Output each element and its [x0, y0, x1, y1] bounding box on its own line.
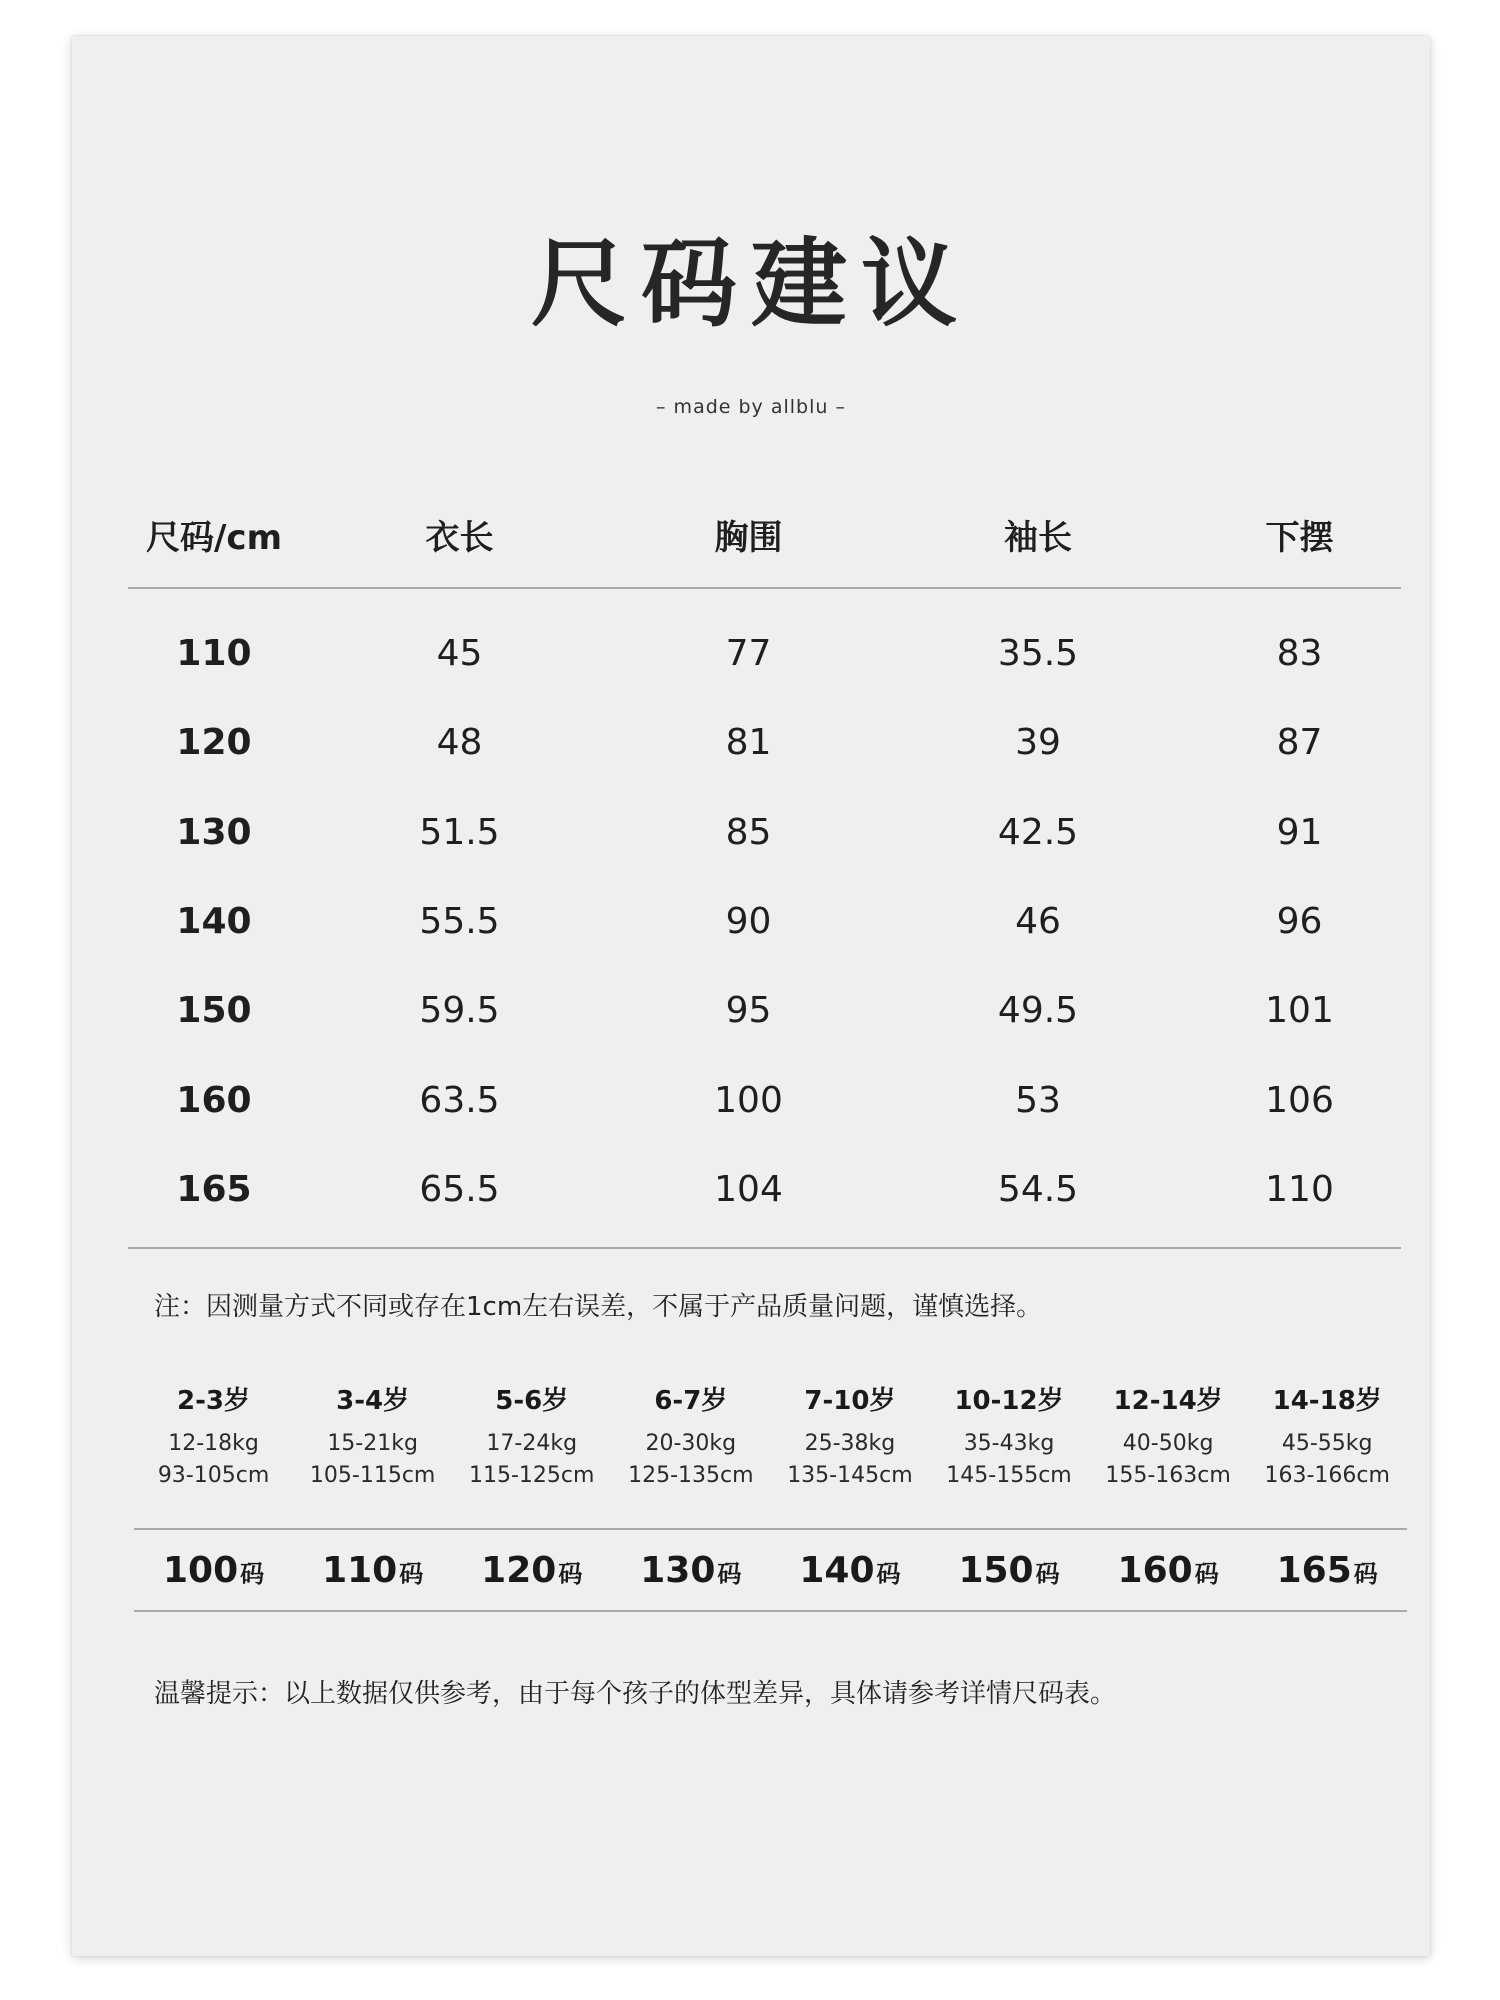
age-column [1089, 1388, 1248, 1528]
table-row [128, 966, 1401, 1055]
recommended-size [1089, 1550, 1248, 1591]
table-divider [134, 1610, 1407, 1612]
size-unit: 码 [399, 1559, 424, 1588]
table-divider [128, 1247, 1401, 1249]
weight-range: 40-50kg [1122, 1431, 1214, 1456]
weight-range: 20-30kg [645, 1431, 737, 1456]
height-range: 115-125cm [469, 1463, 595, 1488]
measure-cell: 49.5 [997, 990, 1079, 1032]
recommended-size [770, 1550, 929, 1591]
size-table-body [128, 589, 1401, 1247]
size-unit: 码 [1353, 1559, 1378, 1588]
size-cell: 150 [176, 990, 252, 1032]
table-row [128, 877, 1401, 966]
size-cell: 110 [176, 633, 252, 675]
measure-cell: 83 [1276, 633, 1323, 675]
age-column [1248, 1388, 1407, 1528]
age-label: 12-14岁 [1113, 1386, 1223, 1416]
table-row [128, 788, 1401, 877]
recommended-size [929, 1550, 1088, 1591]
height-range: 145-155cm [946, 1463, 1072, 1488]
height-range: 135-145cm [787, 1463, 913, 1488]
size-chart-card [72, 36, 1430, 1956]
size-cell: 160 [176, 1079, 252, 1121]
measure-cell: 104 [714, 1168, 783, 1210]
height-range: 105-115cm [309, 1463, 436, 1488]
size-number: 110 [322, 1549, 398, 1591]
header-size: 尺码/cm [146, 517, 282, 558]
age-label: 10-12岁 [954, 1386, 1064, 1416]
size-number: 140 [799, 1549, 875, 1591]
size-number: 160 [1117, 1549, 1193, 1591]
measure-cell: 91 [1276, 811, 1323, 853]
measure-cell: 55.5 [419, 901, 500, 943]
height-range: 163-166cm [1264, 1463, 1390, 1488]
age-size-table [134, 1388, 1407, 1612]
measure-cell: 59.5 [419, 990, 500, 1032]
measure-cell: 100 [714, 1079, 783, 1121]
header-length: 衣长 [425, 517, 494, 558]
size-cell: 165 [176, 1168, 252, 1210]
measure-cell: 46 [1015, 901, 1061, 943]
header-sleeve: 袖长 [1004, 517, 1072, 558]
size-cell: 120 [176, 722, 252, 764]
age-label: 2-3岁 [177, 1386, 251, 1416]
height-range: 155-163cm [1105, 1463, 1231, 1488]
size-number: 100 [162, 1549, 239, 1591]
age-column [134, 1388, 293, 1528]
measure-cell: 48 [436, 722, 483, 764]
weight-range: 12-18kg [168, 1431, 259, 1456]
measure-cell: 54.5 [997, 1168, 1079, 1210]
size-number: 150 [958, 1549, 1034, 1591]
measure-cell: 42.5 [997, 811, 1079, 853]
age-label: 5-6岁 [495, 1386, 569, 1416]
weight-range: 25-38kg [804, 1431, 896, 1456]
age-column [611, 1388, 770, 1528]
size-unit: 码 [558, 1559, 583, 1588]
age-label: 6-7岁 [654, 1386, 728, 1416]
measure-cell: 77 [725, 633, 772, 675]
size-cell: 130 [176, 811, 252, 853]
header-chest: 胸围 [714, 517, 783, 558]
measure-cell: 35.5 [997, 633, 1079, 675]
age-size-row [134, 1530, 1407, 1610]
size-number: 165 [1276, 1549, 1352, 1591]
measure-cell: 106 [1265, 1079, 1334, 1121]
weight-range: 35-43kg [963, 1431, 1055, 1456]
measure-cell: 87 [1276, 722, 1323, 764]
measure-cell: 51.5 [419, 811, 500, 853]
size-unit: 码 [876, 1559, 901, 1588]
age-info-row [134, 1388, 1407, 1528]
age-label: 7-10岁 [804, 1386, 896, 1416]
age-label: 3-4岁 [336, 1386, 410, 1416]
weight-range: 17-24kg [486, 1431, 578, 1456]
measure-cell: 45 [436, 633, 483, 675]
page-subtitle: – made by allblu – [656, 396, 846, 418]
measure-cell: 39 [1015, 722, 1061, 764]
measure-cell: 63.5 [419, 1079, 500, 1121]
age-column [293, 1388, 452, 1528]
weight-range: 45-55kg [1281, 1431, 1373, 1456]
header-hem: 下摆 [1265, 517, 1334, 558]
size-unit: 码 [240, 1559, 265, 1588]
measure-cell: 85 [725, 811, 772, 853]
measure-cell: 101 [1265, 990, 1334, 1032]
age-column [770, 1388, 929, 1528]
table-row [128, 698, 1401, 787]
measure-cell: 110 [1265, 1168, 1334, 1210]
table-row [128, 1055, 1401, 1144]
height-range: 125-135cm [628, 1463, 754, 1488]
measure-cell: 53 [1015, 1079, 1061, 1121]
table-row [128, 1145, 1401, 1234]
page-title: 尺码建议 [531, 228, 971, 340]
size-unit: 码 [717, 1559, 742, 1588]
size-number: 120 [481, 1549, 557, 1591]
weight-range: 15-21kg [327, 1431, 418, 1456]
age-label: 14-18岁 [1272, 1386, 1382, 1416]
measure-cell: 95 [725, 990, 772, 1032]
size-cell: 140 [176, 901, 252, 943]
measure-cell: 81 [725, 722, 772, 764]
measure-cell: 65.5 [419, 1168, 500, 1210]
age-column [929, 1388, 1088, 1528]
size-number: 130 [640, 1549, 716, 1591]
size-unit: 码 [1035, 1559, 1060, 1588]
recommended-size [1248, 1550, 1407, 1591]
warm-tip: 温馨提示：以上数据仅供参考，由于每个孩子的体型差异，具体请参考详情尺码表。 [154, 1679, 1117, 1709]
size-unit: 码 [1194, 1559, 1219, 1588]
recommended-size [293, 1550, 452, 1591]
measure-cell: 90 [725, 901, 772, 943]
height-range: 93-105cm [157, 1463, 270, 1488]
recommended-size [452, 1550, 611, 1591]
recommended-size [611, 1550, 770, 1591]
measurement-note: 注：因测量方式不同或存在1cm左右误差，不属于产品质量问题，谨慎选择。 [154, 1292, 1043, 1322]
size-table [128, 481, 1401, 1249]
recommended-size [134, 1550, 293, 1591]
measure-cell: 96 [1276, 901, 1323, 943]
age-column [452, 1388, 611, 1528]
table-row [128, 609, 1401, 698]
size-table-header [128, 481, 1401, 587]
